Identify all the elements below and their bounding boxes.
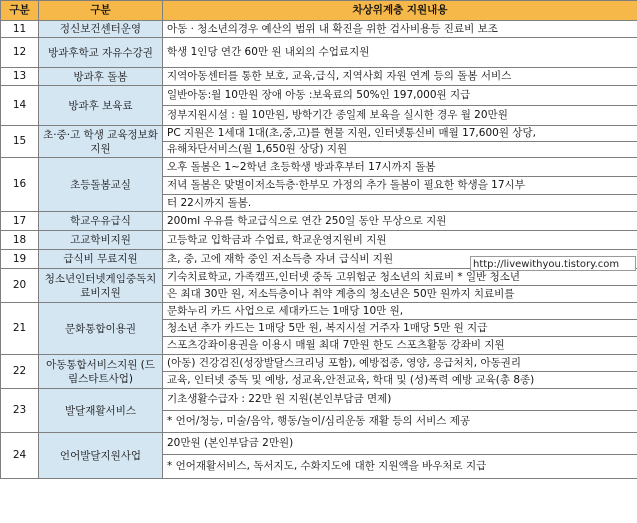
support-detail: 일반아동:월 10만원 장애 아동 :보육료의 50%인 197,000원 지급 xyxy=(163,86,637,106)
table-row xyxy=(1,212,637,231)
support-detail: 지역아동센터를 통한 보호, 교육,급식, 지역사회 자원 연계 등의 돌봄 서비스 xyxy=(163,68,637,86)
support-detail: 기초생활수급자 : 22만 원 지원(본인부담금 면제) xyxy=(163,389,637,411)
table-row xyxy=(1,355,637,372)
watermark-url: http://livewithyou.tistory.com xyxy=(470,256,636,271)
program-name: 정신보건센터운영 xyxy=(39,21,163,38)
table-row xyxy=(1,21,637,38)
program-name: 급식비 무료지원 xyxy=(39,250,163,269)
table-row xyxy=(1,126,637,142)
header-number: 구분 xyxy=(1,1,39,21)
table-row xyxy=(1,68,637,86)
support-detail: 교육, 인터넷 중독 및 예방, 성교육,안전교육, 학대 및 (성)폭력 예방 교육(총 8종) xyxy=(163,372,637,389)
support-detail: 청소년 추가 카드는 1매당 5만 원, 복지시설 거주자 1매당 5만 원 지급 xyxy=(163,320,637,337)
header-row xyxy=(1,1,637,21)
row-number: 24 xyxy=(1,433,39,479)
row-number: 20 xyxy=(1,269,39,303)
support-detail: 200ml 우유를 학교급식으로 연간 250일 동안 무상으로 지원 xyxy=(163,212,637,231)
row-number: 23 xyxy=(1,389,39,433)
row-number: 11 xyxy=(1,21,39,38)
program-name: 아동통합서비스지원 (드림스타트사업) xyxy=(39,355,163,389)
header-category: 구분 xyxy=(39,1,163,21)
row-number: 18 xyxy=(1,231,39,250)
program-name: 고교학비지원 xyxy=(39,231,163,250)
support-detail: 기숙치료학교, 가족캠프,인터넷 중독 고위험군 청소년의 치료비 * 일반 청소년 xyxy=(163,269,637,286)
support-detail: 유해차단서비스(월 1,650원 상당) 지원 xyxy=(163,142,637,158)
program-name: 발달재활서비스 xyxy=(39,389,163,433)
row-number: 12 xyxy=(1,38,39,68)
program-name: 청소년인터넷게임중독치료비지원 xyxy=(39,269,163,303)
support-detail: 학생 1인당 연간 60만 원 내외의 수업료지원 xyxy=(163,38,637,68)
table-row xyxy=(1,38,637,68)
header-content: 차상위계층 지원내용 xyxy=(163,1,637,21)
support-detail: (아동) 건강검진(성장발달스크리닝 포함), 예방접종, 영양, 응급처치, 아동권리 xyxy=(163,355,637,372)
support-detail: 문화누리 카드 사업으로 세대카드는 1매당 10만 원, xyxy=(163,303,637,320)
table-row xyxy=(1,269,637,286)
program-name: 방과후학교 자유수강권 xyxy=(39,38,163,68)
support-detail: 저녁 돌봄은 맞벌이저소득층·한부모 가정의 추가 돌봄이 필요한 학생을 17시부 xyxy=(163,177,637,195)
support-detail: 20만원 (본인부담금 2만원) xyxy=(163,433,637,455)
support-detail: * 언어재활서비스, 독서지도, 수화지도에 대한 지원액을 바우처로 지급 xyxy=(163,455,637,479)
table-body xyxy=(1,21,637,479)
table-row xyxy=(1,158,637,177)
program-name: 문화통합이용권 xyxy=(39,303,163,355)
support-detail: 터 22시까지 돌봄. xyxy=(163,195,637,212)
row-number: 13 xyxy=(1,68,39,86)
program-name: 방과후 돌봄 xyxy=(39,68,163,86)
table-row xyxy=(1,86,637,106)
row-number: 14 xyxy=(1,86,39,126)
table-row xyxy=(1,389,637,411)
support-detail: 초, 중, 고에 재학 중인 저소득층 자녀 급식비 지원 xyxy=(163,250,637,269)
row-number: 21 xyxy=(1,303,39,355)
table-row xyxy=(1,303,637,320)
row-number: 22 xyxy=(1,355,39,389)
support-detail: * 언어/청능, 미술/음악, 행동/놀이/심리운동 재활 등의 서비스 제공 xyxy=(163,411,637,433)
support-detail: 은 최대 30만 원, 저소득층이나 취약 계층의 청소년은 50만 원까지 치료비를 xyxy=(163,286,637,303)
support-detail: 아동 · 청소년의경우 예산의 범위 내 확진을 위한 검사비용등 진료비 보조 xyxy=(163,21,637,38)
support-detail: PC 지원은 1세대 1대(초,중,고)를 현물 지원, 인터넷통신비 매월 17,600원 상당, xyxy=(163,126,637,142)
support-detail: 스포츠강좌이용권을 이용시 매월 최대 7만원 한도 스포츠활동 강좌비 지원 xyxy=(163,337,637,355)
program-name: 방과후 보육료 xyxy=(39,86,163,126)
program-name: 초·중·고 학생 교육정보화 지원 xyxy=(39,126,163,158)
program-name: 초등돌봄교실 xyxy=(39,158,163,212)
program-name: 언어발달지원사업 xyxy=(39,433,163,479)
table-row xyxy=(1,231,637,250)
support-detail: 오후 돌봄은 1~2학년 초등학생 방과후부터 17시까지 돌봄 xyxy=(163,158,637,177)
row-number: 19 xyxy=(1,250,39,269)
row-number: 15 xyxy=(1,126,39,158)
program-name: 학교우유급식 xyxy=(39,212,163,231)
support-detail: 고등학교 입학금과 수업료, 학교운영지원비 지원 xyxy=(163,231,637,250)
row-number: 17 xyxy=(1,212,39,231)
table-row xyxy=(1,433,637,455)
row-number: 16 xyxy=(1,158,39,212)
support-detail: 정부지원시설 : 월 10만원, 방학기간 종일제 보육을 실시한 경우 월 20만원 xyxy=(163,106,637,126)
